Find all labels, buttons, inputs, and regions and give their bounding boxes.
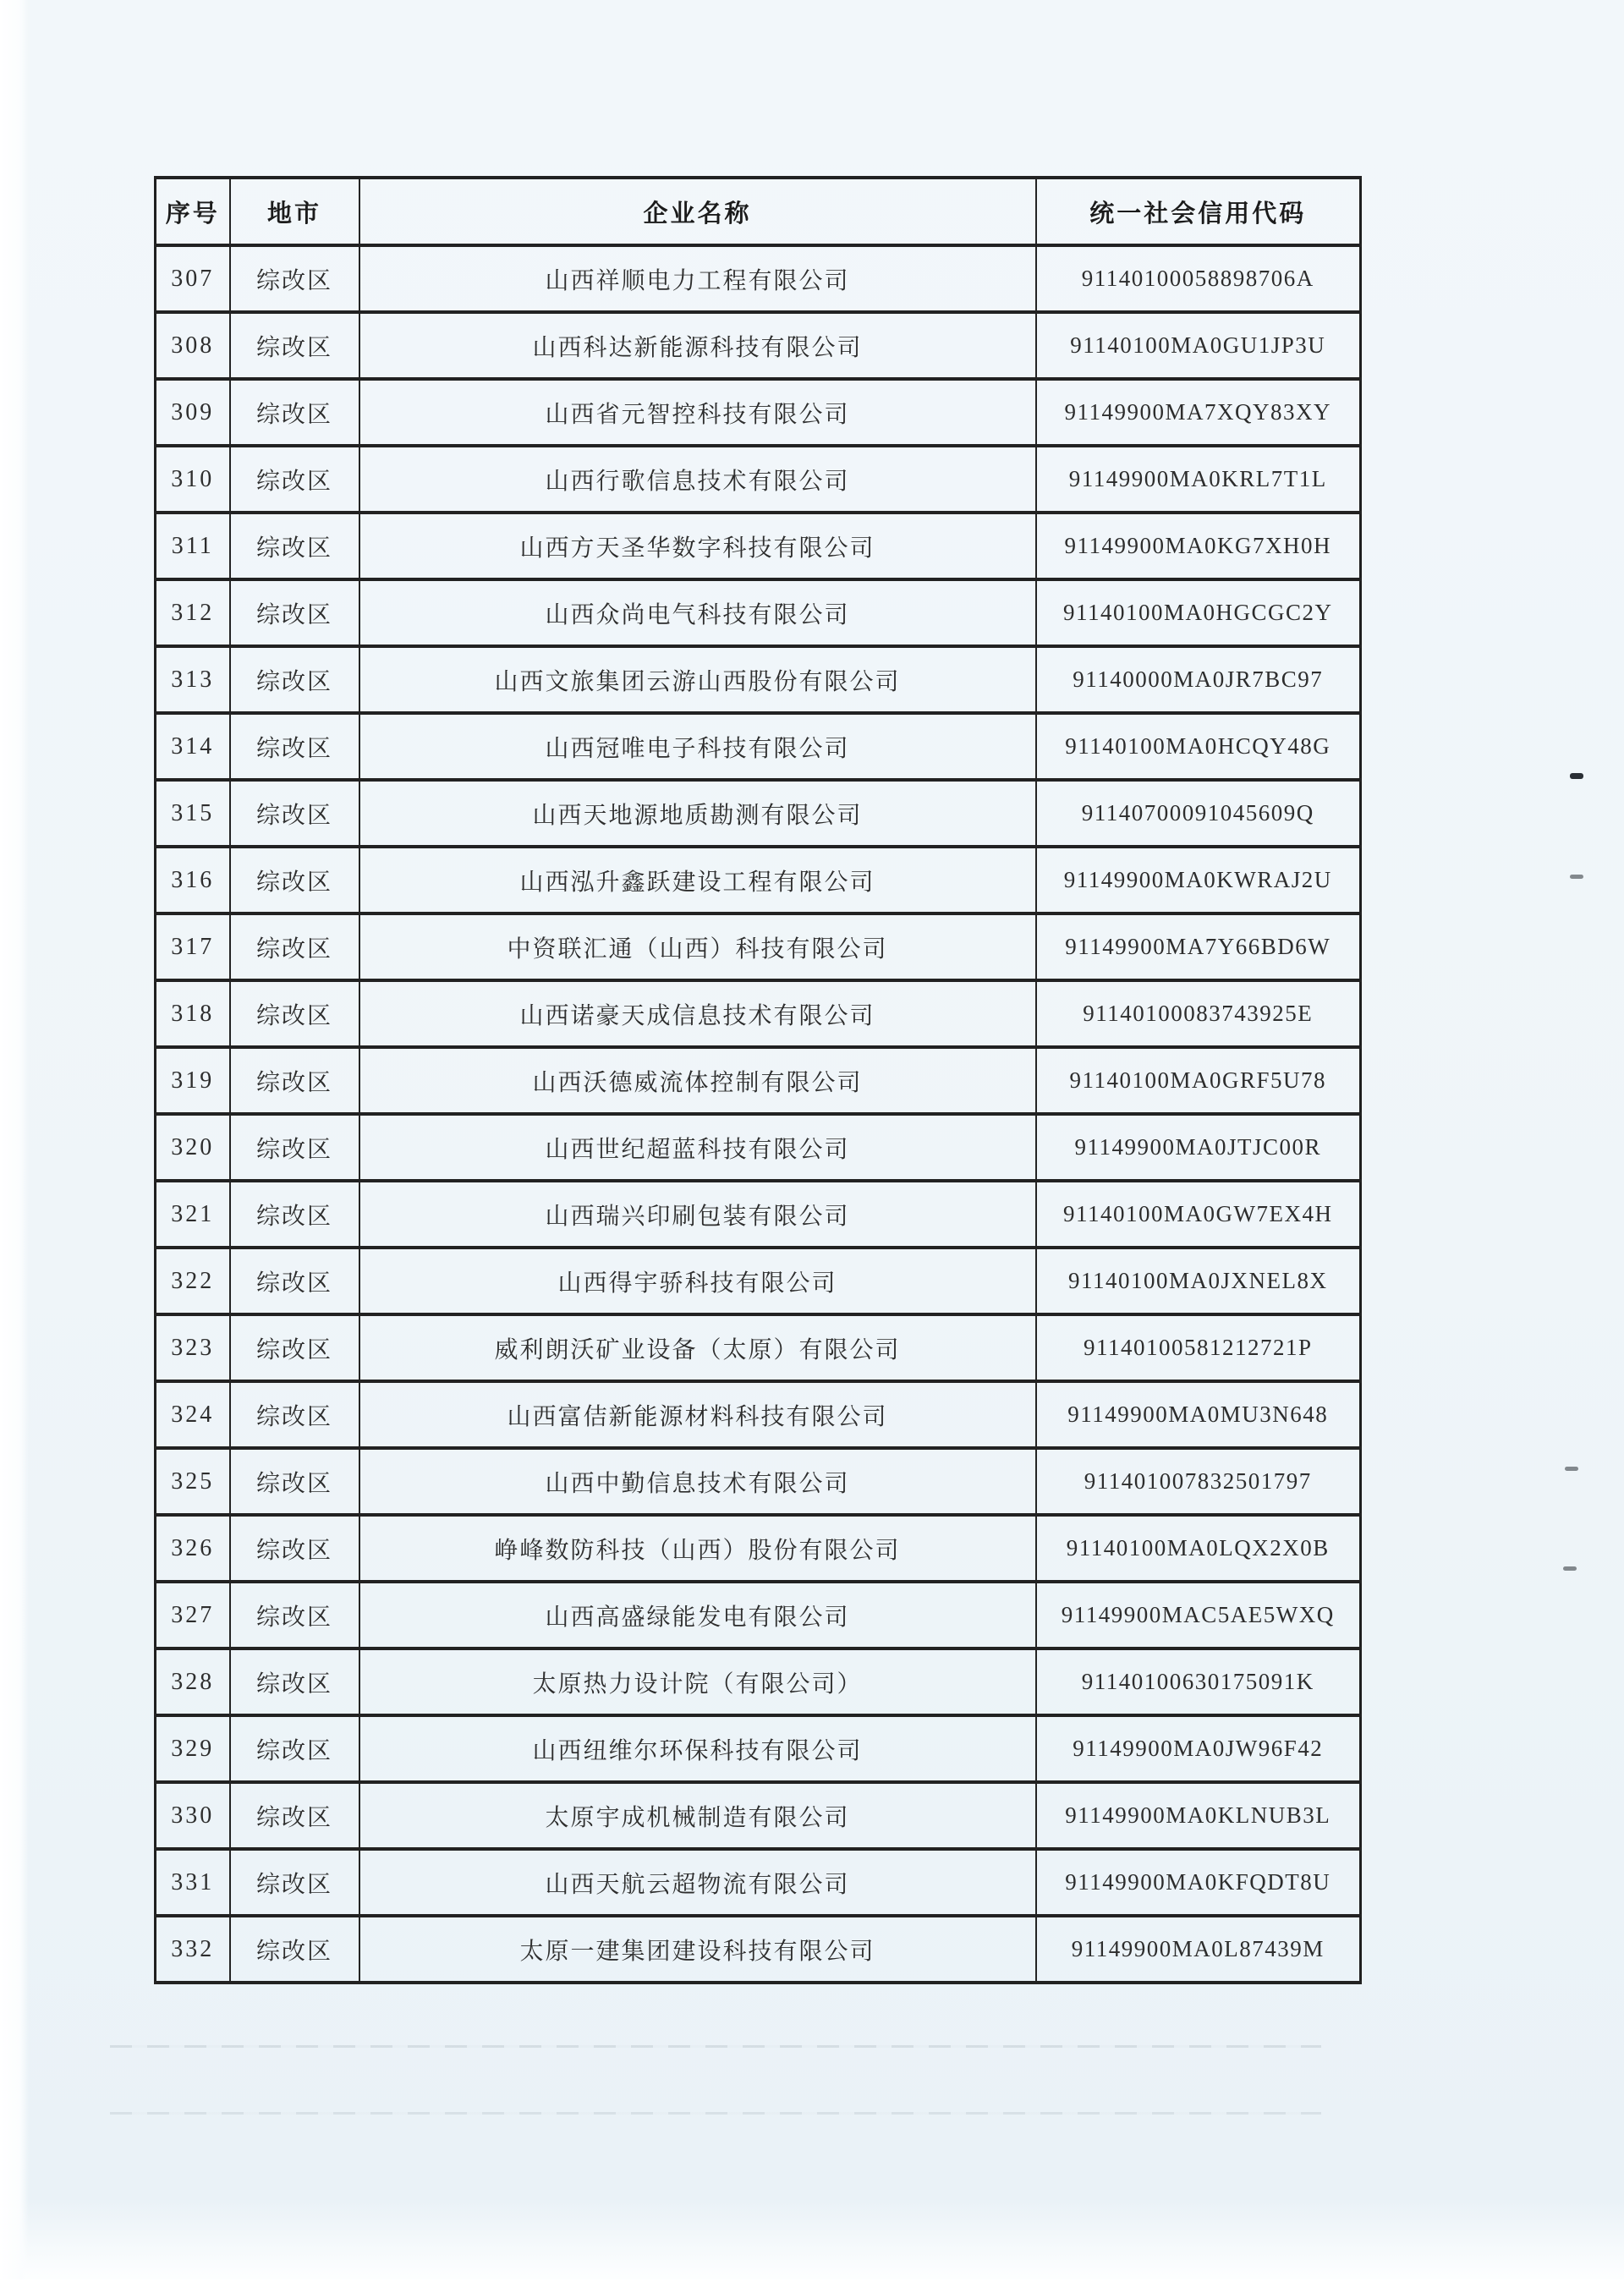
table-header-row: [156, 178, 1361, 245]
row-city: 综改区: [230, 847, 359, 913]
row-serial: 308: [156, 312, 230, 379]
scan-ink-mark: [1570, 875, 1583, 879]
row-credit-code: 91140100058898706A: [1036, 245, 1361, 312]
row-credit-code: 91140000MA0JR7BC97: [1036, 646, 1361, 713]
row-company-name: 山西世纪超蓝科技有限公司: [359, 1114, 1036, 1181]
header-serial: 序号: [156, 178, 230, 245]
row-credit-code: 91149900MA0L87439M: [1036, 1916, 1361, 1983]
row-credit-code: 91149900MA0MU3N648: [1036, 1381, 1361, 1448]
row-serial: 326: [156, 1515, 230, 1582]
row-company-name: 山西瑞兴印刷包装有限公司: [359, 1181, 1036, 1248]
table-row: [156, 1114, 1361, 1181]
row-city: 综改区: [230, 713, 359, 780]
row-city: 综改区: [230, 1181, 359, 1248]
table-row: [156, 1248, 1361, 1314]
table-row: [156, 1916, 1361, 1983]
row-company-name: 山西天地源地质勘测有限公司: [359, 780, 1036, 847]
table-row: [156, 1715, 1361, 1782]
row-company-name: 山西富佶新能源材料科技有限公司: [359, 1381, 1036, 1448]
table-row: [156, 446, 1361, 513]
table-row: [156, 1648, 1361, 1715]
row-company-name: 太原热力设计院（有限公司）: [359, 1648, 1036, 1715]
row-company-name: 山西文旅集团云游山西股份有限公司: [359, 646, 1036, 713]
enterprise-roster-table: [154, 176, 1362, 1984]
row-serial: 327: [156, 1582, 230, 1648]
page-left-margin: [0, 0, 29, 2293]
row-serial: 319: [156, 1047, 230, 1114]
row-city: 综改区: [230, 646, 359, 713]
row-credit-code: 91149900MA7Y66BD6W: [1036, 913, 1361, 980]
table-row: [156, 1448, 1361, 1515]
header-city: 地市: [230, 178, 359, 245]
row-serial: 323: [156, 1314, 230, 1381]
row-city: 综改区: [230, 1715, 359, 1782]
row-city: 综改区: [230, 1248, 359, 1314]
row-company-name: 山西诺豪天成信息技术有限公司: [359, 980, 1036, 1047]
row-serial: 320: [156, 1114, 230, 1181]
row-company-name: 山西冠唯电子科技有限公司: [359, 713, 1036, 780]
row-serial: 324: [156, 1381, 230, 1448]
header-company: 企业名称: [359, 178, 1036, 245]
row-credit-code: 91140100MA0JXNEL8X: [1036, 1248, 1361, 1314]
row-company-name: 中资联汇通（山西）科技有限公司: [359, 913, 1036, 980]
row-credit-code: 91149900MAC5AE5WXQ: [1036, 1582, 1361, 1648]
row-company-name: 山西祥顺电力工程有限公司: [359, 245, 1036, 312]
scan-ink-mark: [1565, 1467, 1578, 1471]
table-row: [156, 713, 1361, 780]
table-body: [156, 245, 1361, 1983]
row-serial: 328: [156, 1648, 230, 1715]
table-row: [156, 312, 1361, 379]
row-city: 综改区: [230, 1849, 359, 1916]
table-row: [156, 1782, 1361, 1849]
row-credit-code: 91149900MA0KG7XH0H: [1036, 513, 1361, 579]
row-company-name: 山西方天圣华数字科技有限公司: [359, 513, 1036, 579]
row-serial: 311: [156, 513, 230, 579]
row-company-name: 峥峰数防科技（山西）股份有限公司: [359, 1515, 1036, 1582]
row-serial: 309: [156, 379, 230, 446]
row-company-name: 山西泓升鑫跃建设工程有限公司: [359, 847, 1036, 913]
row-credit-code: 91140100MA0HCQY48G: [1036, 713, 1361, 780]
row-credit-code: 91149900MA0KRL7T1L: [1036, 446, 1361, 513]
row-credit-code: 91149900MA0KFQDT8U: [1036, 1849, 1361, 1916]
row-serial: 314: [156, 713, 230, 780]
row-city: 综改区: [230, 1114, 359, 1181]
row-city: 综改区: [230, 1381, 359, 1448]
scan-ink-mark: [1570, 773, 1583, 779]
table-row: [156, 1314, 1361, 1381]
row-credit-code: 91140100MA0GRF5U78: [1036, 1047, 1361, 1114]
row-credit-code: 91140100581212721P: [1036, 1314, 1361, 1381]
row-company-name: 山西中勤信息技术有限公司: [359, 1448, 1036, 1515]
header-credit-code: 统一社会信用代码: [1036, 178, 1361, 245]
row-serial: 329: [156, 1715, 230, 1782]
table-row: [156, 847, 1361, 913]
row-company-name: 山西众尚电气科技有限公司: [359, 579, 1036, 646]
scan-ghost-line: [110, 2045, 1321, 2048]
row-company-name: 山西科达新能源科技有限公司: [359, 312, 1036, 379]
table-row: [156, 646, 1361, 713]
table-row: [156, 980, 1361, 1047]
row-city: 综改区: [230, 513, 359, 579]
row-city: 综改区: [230, 980, 359, 1047]
table-row: [156, 1515, 1361, 1582]
row-serial: 315: [156, 780, 230, 847]
row-credit-code: 91149900MA0KLNUB3L: [1036, 1782, 1361, 1849]
row-city: 综改区: [230, 1448, 359, 1515]
scan-ghost-line: [110, 2112, 1321, 2115]
row-company-name: 山西得宇骄科技有限公司: [359, 1248, 1036, 1314]
table-row: [156, 579, 1361, 646]
row-city: 综改区: [230, 1047, 359, 1114]
row-company-name: 山西省元智控科技有限公司: [359, 379, 1036, 446]
row-credit-code: 91140100MA0HGCGC2Y: [1036, 579, 1361, 646]
row-serial: 330: [156, 1782, 230, 1849]
row-city: 综改区: [230, 1782, 359, 1849]
row-credit-code: 91140100630175091K: [1036, 1648, 1361, 1715]
table-row: [156, 379, 1361, 446]
row-serial: 310: [156, 446, 230, 513]
row-company-name: 山西纽维尔环保科技有限公司: [359, 1715, 1036, 1782]
table-row: [156, 913, 1361, 980]
row-serial: 312: [156, 579, 230, 646]
table-row: [156, 780, 1361, 847]
row-city: 综改区: [230, 245, 359, 312]
row-city: 综改区: [230, 1648, 359, 1715]
table-row: [156, 513, 1361, 579]
row-city: 综改区: [230, 1314, 359, 1381]
row-serial: 332: [156, 1916, 230, 1983]
row-city: 综改区: [230, 379, 359, 446]
row-city: 综改区: [230, 312, 359, 379]
row-company-name: 山西高盛绿能发电有限公司: [359, 1582, 1036, 1648]
row-serial: 325: [156, 1448, 230, 1515]
row-credit-code: 911401007832501797: [1036, 1448, 1361, 1515]
row-city: 综改区: [230, 1515, 359, 1582]
row-credit-code: 91149900MA0JW96F42: [1036, 1715, 1361, 1782]
row-serial: 317: [156, 913, 230, 980]
row-serial: 321: [156, 1181, 230, 1248]
row-company-name: 山西沃德威流体控制有限公司: [359, 1047, 1036, 1114]
row-credit-code: 91149900MA0KWRAJ2U: [1036, 847, 1361, 913]
row-city: 综改区: [230, 913, 359, 980]
row-city: 综改区: [230, 446, 359, 513]
table-row: [156, 1849, 1361, 1916]
row-serial: 322: [156, 1248, 230, 1314]
row-serial: 318: [156, 980, 230, 1047]
table-row: [156, 245, 1361, 312]
row-credit-code: 91140100MA0GW7EX4H: [1036, 1181, 1361, 1248]
row-company-name: 山西行歌信息技术有限公司: [359, 446, 1036, 513]
table-row: [156, 1582, 1361, 1648]
row-company-name: 威利朗沃矿业设备（太原）有限公司: [359, 1314, 1036, 1381]
row-serial: 313: [156, 646, 230, 713]
row-credit-code: 91140100083743925E: [1036, 980, 1361, 1047]
row-company-name: 太原宇成机械制造有限公司: [359, 1782, 1036, 1849]
scan-ink-mark: [1563, 1566, 1577, 1571]
row-city: 综改区: [230, 1916, 359, 1983]
row-company-name: 太原一建集团建设科技有限公司: [359, 1916, 1036, 1983]
row-serial: 307: [156, 245, 230, 312]
row-city: 综改区: [230, 1582, 359, 1648]
row-city: 综改区: [230, 579, 359, 646]
table-row: [156, 1181, 1361, 1248]
row-credit-code: 91140700091045609Q: [1036, 780, 1361, 847]
row-credit-code: 91140100MA0LQX2X0B: [1036, 1515, 1361, 1582]
row-company-name: 山西天航云超物流有限公司: [359, 1849, 1036, 1916]
row-serial: 331: [156, 1849, 230, 1916]
table-row: [156, 1047, 1361, 1114]
row-credit-code: 91149900MA7XQY83XY: [1036, 379, 1361, 446]
row-serial: 316: [156, 847, 230, 913]
row-credit-code: 91140100MA0GU1JP3U: [1036, 312, 1361, 379]
row-city: 综改区: [230, 780, 359, 847]
row-credit-code: 91149900MA0JTJC00R: [1036, 1114, 1361, 1181]
page-bottom-margin: [0, 2279, 1624, 2293]
table-row: [156, 1381, 1361, 1448]
